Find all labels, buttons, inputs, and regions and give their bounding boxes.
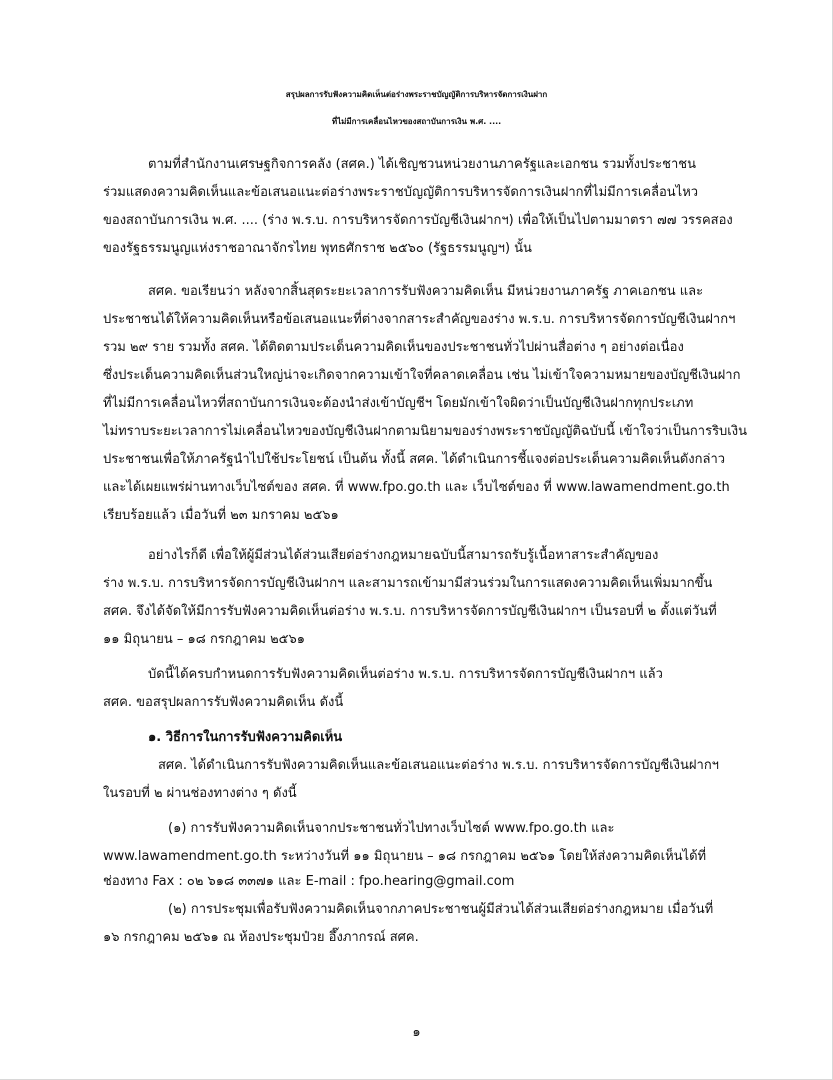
paragraph-2-line: ซึ่งประเด็นความคิดเห็นส่วนใหญ่น่าจะเกิดจากความเข้าใจที่คลาดเคลื่อน เช่น ไม่เข้าใจความหมายของบัญชีเงินฝาก <box>103 368 741 383</box>
paragraph-2-line: ไม่ทราบระยะเวลาการไม่เคลื่อนไหวของบัญชีเงินฝากตามนิยามของร่างพระราชบัญญัติฉบับนี้ เข้าใจว่าเป็นการริบเงิน <box>103 424 747 439</box>
item-2-line: (๒) การประชุมเพื่อรับฟังความคิดเห็นจากภาคประชาชนผู้มีส่วนได้ส่วนเสียต่อร่างกฎหมาย เมื่อวันที่ <box>168 902 714 917</box>
paragraph-2-line: ที่ไม่มีการเคลื่อนไหวที่สถาบันการเงินจะต้องนำส่งเข้าบัญชีฯ โดยมักเข้าใจผิดว่าเป็นบัญชีเงินฝากทุกประเภท <box>103 396 694 411</box>
paragraph-3-line: ๑๑ มิถุนายน – ๑๘ กรกฎาคม ๒๕๖๑ <box>103 632 306 647</box>
document-title-line-1: สรุปผลการรับฟังความคิดเห็นต่อร่างพระราชบัญญัติการบริหารจัดการเงินฝาก <box>285 90 548 99</box>
paragraph-2-line: รวม ๒๙ ราย รวมทั้ง สศค. ได้ติดตามประเด็นความคิดเห็นของประชาชนทั่วไปผ่านสื่อต่าง ๆ อย่างต่อเนื่อง <box>103 340 684 355</box>
paragraph-4-line: บัดนี้ได้ครบกำหนดการรับฟังความคิดเห็นต่อร่าง พ.ร.บ. การบริหารจัดการบัญชีเงินฝากฯ แล้ว <box>148 667 663 682</box>
paragraph-2-line: เรียบร้อยแล้ว เมื่อวันที่ ๒๓ มกราคม ๒๕๖๑ <box>103 508 339 523</box>
section-1-intro-line: ในรอบที่ ๒ ผ่านช่องทางต่าง ๆ ดังนี้ <box>103 786 297 801</box>
item-2-line: ๑๖ กรกฎาคม ๒๕๖๑ ณ ห้องประชุมป๋วย อึ๊งภากรณ์ สศค. <box>103 930 419 945</box>
paragraph-2-line: สศค. ขอเรียนว่า หลังจากสิ้นสุดระยะเวลาการรับฟังความคิดเห็น มีหน่วยงานภาครัฐ ภาคเอกชน และ <box>148 284 704 299</box>
paragraph-1-line: ตามที่สำนักงานเศรษฐกิจการคลัง (สศค.) ได้เชิญชวนหน่วยงานภาครัฐและเอกชน รวมทั้งประชาชน <box>148 157 696 172</box>
paragraph-3-line: สศค. จึงได้จัดให้มีการรับฟังความคิดเห็นต่อร่าง พ.ร.บ. การบริหารจัดการบัญชีเงินฝากฯ เป็นรอบที่ ๒ ตั้งแต่วันที่ <box>103 604 717 619</box>
section-1-intro-line: สศค. ได้ดำเนินการรับฟังความคิดเห็นและข้อเสนอแนะต่อร่าง พ.ร.บ. การบริหารจัดการบัญชีเงินฝากฯ <box>158 758 719 773</box>
section-1-heading: ๑. วิธีการในการรับฟังความคิดเห็น <box>148 730 343 745</box>
paragraph-2-line: และได้เผยแพร่ผ่านทางเว็บไซต์ของ สศค. ที่ www.fpo.go.th และ เว็บไซต์ของ ที่ www.lawamendment.go.th <box>103 480 730 495</box>
document-title-line-2: ที่ไม่มีการเคลื่อนไหวของสถาบันการเงิน พ.ศ. .... <box>331 117 502 126</box>
paragraph-1-line: ของรัฐธรรมนูญแห่งราชอาณาจักรไทย พุทธศักราช ๒๕๖๐ (รัฐธรรมนูญฯ) นั้น <box>103 241 532 256</box>
paragraph-3-line: อย่างไรก็ดี เพื่อให้ผู้มีส่วนได้ส่วนเสียต่อร่างกฎหมายฉบับนี้สามารถรับรู้เนื้อหาสาระสำคัญของ <box>148 548 659 563</box>
page-number: ๑ <box>412 1025 421 1040</box>
item-1-line: ช่องทาง Fax : ๐๒ ๖๑๘ ๓๓๗๑ และ E-mail : fpo.hearing@gmail.com <box>103 874 515 889</box>
paragraph-2-line: ประชาชนได้ให้ความคิดเห็นหรือข้อเสนอแนะที่ต่างจากสาระสำคัญของร่าง พ.ร.บ. การบริหารจัดการบัญชีเงินฝากฯ <box>103 312 736 327</box>
paragraph-4-line: สศค. ขอสรุปผลการรับฟังความคิดเห็น ดังนี้ <box>103 695 344 710</box>
item-1-line: www.lawamendment.go.th ระหว่างวันที่ ๑๑ มิถุนายน – ๑๘ กรกฎาคม ๒๕๖๑ โดยให้ส่งความคิดเห็นได้ที่ <box>103 849 707 864</box>
paragraph-1-line: ร่วมแสดงความคิดเห็นและข้อเสนอแนะต่อร่างพระราชบัญญัติการบริหารจัดการเงินฝากที่ไม่มีการเคลื่อนไหว <box>103 185 699 200</box>
paragraph-2-line: ประชาชนเพื่อให้ภาครัฐนำไปใช้ประโยชน์ เป็นต้น ทั้งนี้ สศค. ได้ดำเนินการชี้แจงต่อประเด็นความคิดเห็นดังกล่าว <box>103 452 726 467</box>
paragraph-3-line: ร่าง พ.ร.บ. การบริหารจัดการบัญชีเงินฝากฯ และสามารถเข้ามามีส่วนร่วมในการแสดงความคิดเห็นเพิ่มมากขึ้น <box>103 576 713 591</box>
paragraph-1-line: ของสถาบันการเงิน พ.ศ. .... (ร่าง พ.ร.บ. การบริหารจัดการบัญชีเงินฝากฯ) เพื่อให้เป็นไปตามมาตรา ๗๗ วรรคสอง <box>103 213 733 228</box>
item-1-line: (๑) การรับฟังความคิดเห็นจากประชาชนทั่วไปทางเว็บไซต์ www.fpo.go.th และ <box>168 821 615 836</box>
